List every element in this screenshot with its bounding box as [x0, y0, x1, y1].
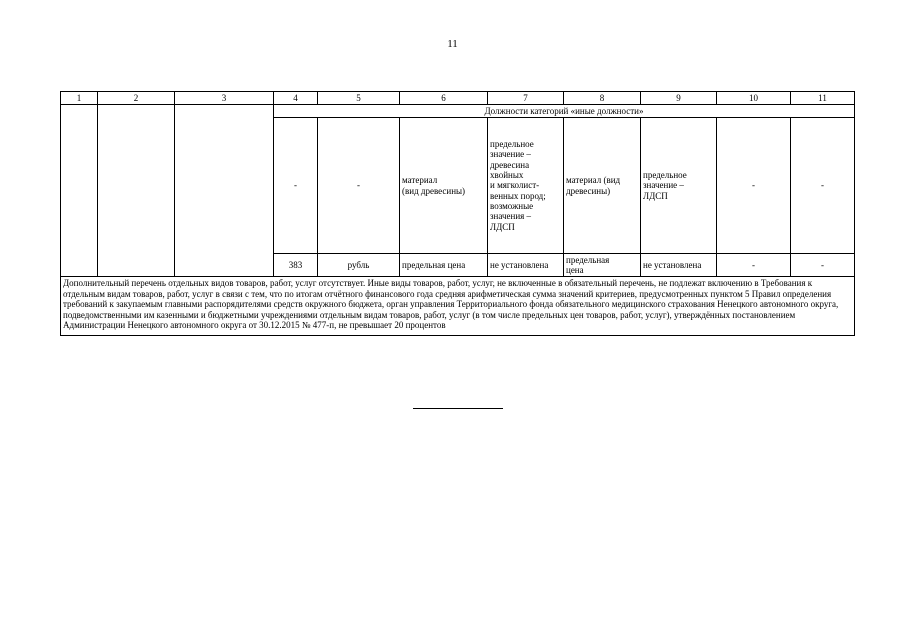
spec-cell-8: [564, 118, 641, 254]
price-cell-9: не установлена: [641, 254, 717, 277]
column-number: 2: [98, 92, 175, 105]
column-number: 11: [791, 92, 855, 105]
spec-cell-9: [641, 118, 717, 254]
spec-text-9: предельное значение – ЛДСП: [643, 169, 687, 201]
price-text-8: предельная цена: [566, 254, 610, 275]
note-row: [61, 277, 855, 336]
column-number: 6: [400, 92, 488, 105]
category-header: Должности категорий «иные должности»: [274, 105, 855, 118]
column-number: 1: [61, 92, 98, 105]
spec-cell-5: -: [318, 118, 400, 254]
column-number-row: [61, 92, 855, 105]
price-cell-4: 383: [274, 254, 318, 277]
spec-text-6: материал (вид древесины): [402, 175, 466, 196]
column-number: 3: [175, 92, 274, 105]
spec-cell-6: [400, 118, 488, 254]
column-number: 7: [488, 92, 564, 105]
price-cell-5: рубль: [318, 254, 400, 277]
column-number: 5: [318, 92, 400, 105]
page-number: 11: [447, 38, 458, 50]
spec-cell-4: -: [274, 118, 318, 254]
spec-cell-11: -: [791, 118, 855, 254]
category-row: [61, 105, 855, 118]
spec-cell-7: [488, 118, 564, 254]
empty-cell-col3: [175, 105, 274, 277]
note-text: Дополнительный перечень отдельных видов товаров, работ, услуг отсутствует. Иные виды товаров, работ, услуг, не включенные в обязательный перечень, не подлежат включению в Требования к отдельным видам товаров, работ, услуг в связи с тем, что по итогам отчётного финансового года средняя арифметическая сумма значений критериев, предусмотренных пунктом 5 Правил определения требований к закупаемым главными распорядителями средств окружного бюджета, орган управления Территориального фонда обязательного медицинского страхования Ненецкого автономного округа, подведомственными им казенными и бюджетными учреждениями отдельным видам товаров, работ, услуг (в том числе предельных цен товаров, работ, услуг), утверждённых постановлением Администрации Ненецкого автономного округа от 30.12.2015 № 477-п, не превышает 20 процентов: [61, 277, 855, 336]
requirements-table: [60, 91, 855, 336]
column-number: 10: [717, 92, 791, 105]
column-number: 4: [274, 92, 318, 105]
column-number: 9: [641, 92, 717, 105]
spec-cell-10: -: [717, 118, 791, 254]
empty-cell-col1: [61, 105, 98, 277]
spec-text-7: предельное значение – древесина хвойных и мягколист- венных пород; возможные значения – ЛДСП: [490, 138, 546, 232]
empty-cell-col2: [98, 105, 175, 277]
price-cell-8: [564, 254, 641, 277]
price-cell-11: -: [791, 254, 855, 277]
spec-text-8: материал (вид древесины): [566, 175, 621, 196]
price-cell-6: предельная цена: [400, 254, 488, 277]
footer-divider: [413, 408, 503, 409]
column-number: 8: [564, 92, 641, 105]
price-cell-7: не установлена: [488, 254, 564, 277]
price-cell-10: -: [717, 254, 791, 277]
